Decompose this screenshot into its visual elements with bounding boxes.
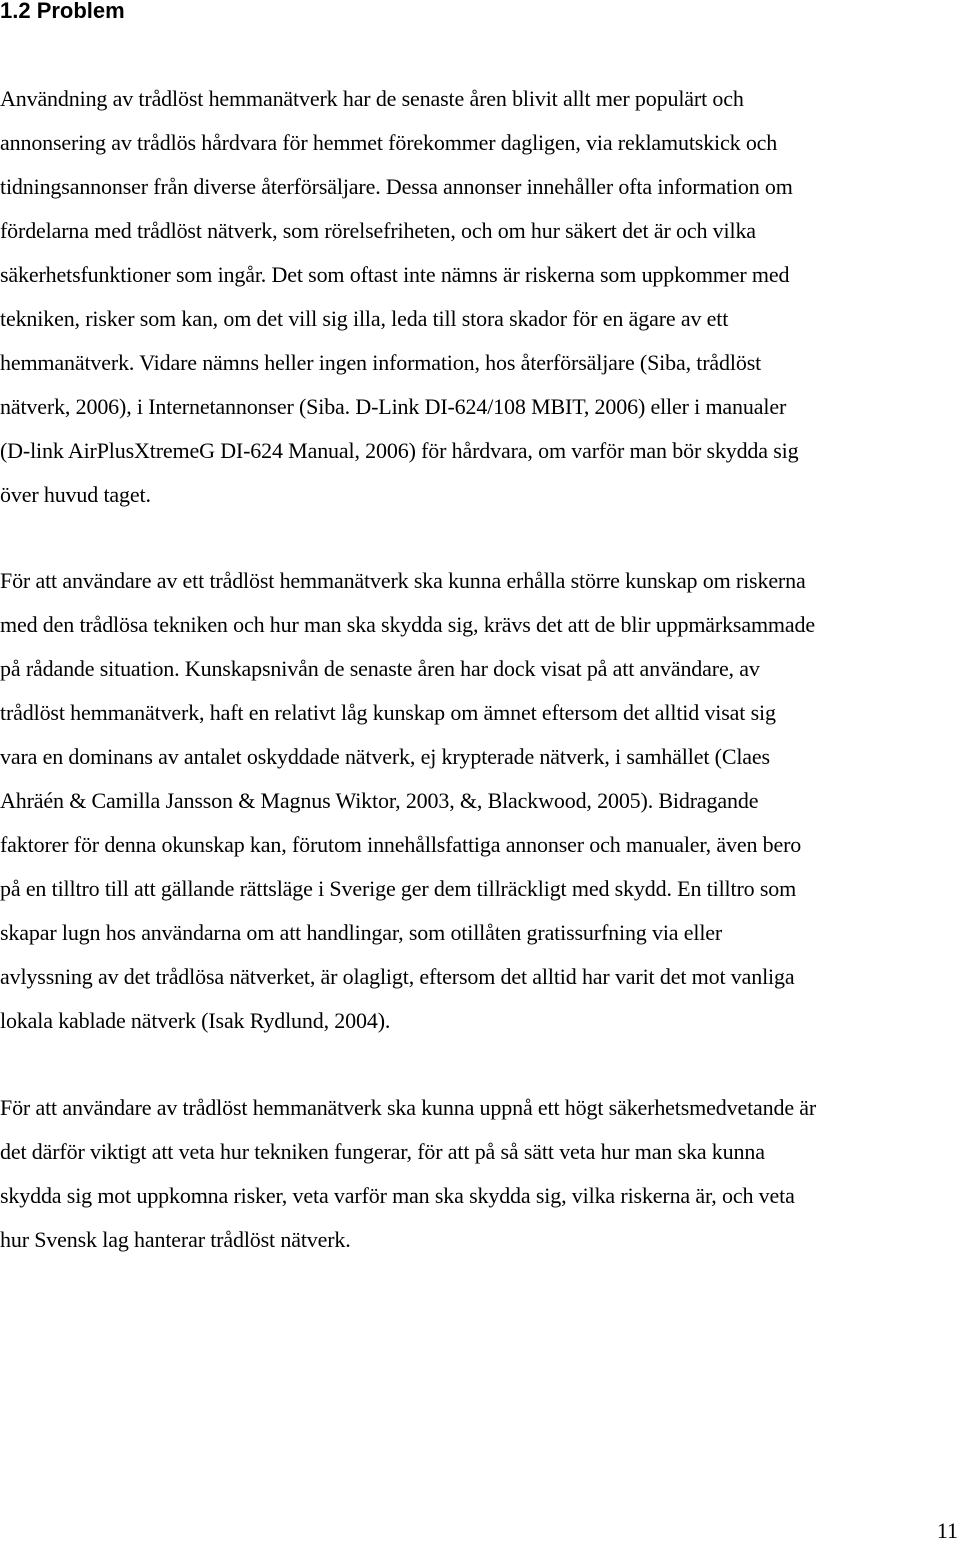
paragraph-2 — [0, 559, 960, 1043]
paragraph-line: skapar lugn hos användarna om att handlingar, som otillåten gratissurfning via eller — [0, 920, 723, 945]
paragraph-line: vara en dominans av antalet oskyddade nätverk, ej krypterade nätverk, i samhället (Claes — [0, 744, 770, 769]
paragraph-line: För att användare av trådlöst hemmanätverk ska kunna uppnå ett högt säkerhetsmedvetande är — [0, 1095, 817, 1120]
paragraph-line: hur Svensk lag hanterar trådlöst nätverk. — [0, 1227, 351, 1252]
paragraph-line: Användning av trådlöst hemmanätverk har de senaste åren blivit allt mer populärt och — [0, 86, 744, 111]
paragraph-line: trådlöst hemmanätverk, haft en relativt låg kunskap om ämnet eftersom det alltid visat sig — [0, 700, 776, 725]
paragraph-line: med den trådlösa tekniken och hur man ska skydda sig, krävs det att de blir uppmärksammade — [0, 612, 815, 637]
paragraph-line: faktorer för denna okunskap kan, förutom innehållsfattiga annonser och manualer, även bero — [0, 832, 802, 857]
paragraph-line: hemmanätverk. Vidare nämns heller ingen information, hos återförsäljare (Siba, trådlöst — [0, 350, 762, 375]
paragraph-line: nätverk, 2006), i Internetannonser (Siba. D-Link DI-624/108 MBIT, 2006) eller i manualer — [0, 394, 787, 419]
paragraph-1 — [0, 77, 960, 517]
paragraph-line: det därför viktigt att veta hur tekniken fungerar, för att på så sätt veta hur man ska kunna — [0, 1139, 765, 1164]
paragraph-line: skydda sig mot uppkomna risker, veta varför man ska skydda sig, vilka riskerna är, och veta — [0, 1183, 795, 1208]
paragraph-line: För att användare av ett trådlöst hemmanätverk ska kunna erhålla större kunskap om riskerna — [0, 568, 806, 593]
paragraph-3 — [0, 1086, 960, 1262]
paragraph-line: tidningsannonser från diverse återförsäljare. Dessa annonser innehåller ofta information om — [0, 174, 793, 199]
paragraph-line: över huvud taget. — [0, 482, 151, 507]
section-heading: 1.2 Problem — [0, 0, 125, 23]
paragraph-line: avlyssning av det trådlösa nätverket, är olagligt, eftersom det alltid har varit det mot vanliga — [0, 964, 795, 989]
paragraph-line: tekniken, risker som kan, om det vill sig illa, leda till stora skador för en ägare av ett — [0, 306, 729, 331]
paragraph-line: fördelarna med trådlöst nätverk, som rörelsefriheten, och om hur säkert det är och vilka — [0, 218, 756, 243]
page-number: 11 — [936, 1518, 958, 1543]
paragraph-line: säkerhetsfunktioner som ingår. Det som oftast inte nämns är riskerna som uppkommer med — [0, 262, 790, 287]
paragraph-line: på rådande situation. Kunskapsnivån de senaste åren har dock visat på att användare, av — [0, 656, 760, 681]
paragraph-line: Ahräén & Camilla Jansson & Magnus Wiktor, 2003, &, Blackwood, 2005). Bidragande — [0, 788, 759, 813]
paragraph-line: på en tilltro till att gällande rättsläge i Sverige ger dem tillräckligt med skydd. En tilltro som — [0, 876, 797, 901]
paragraph-line: annonsering av trådlös hårdvara för hemmet förekommer dagligen, via reklamutskick och — [0, 130, 778, 155]
paragraph-line: (D-link AirPlusXtremeG DI-624 Manual, 2006) för hårdvara, om varför man bör skydda sig — [0, 438, 799, 463]
paragraph-line: lokala kablade nätverk (Isak Rydlund, 2004). — [0, 1008, 391, 1033]
